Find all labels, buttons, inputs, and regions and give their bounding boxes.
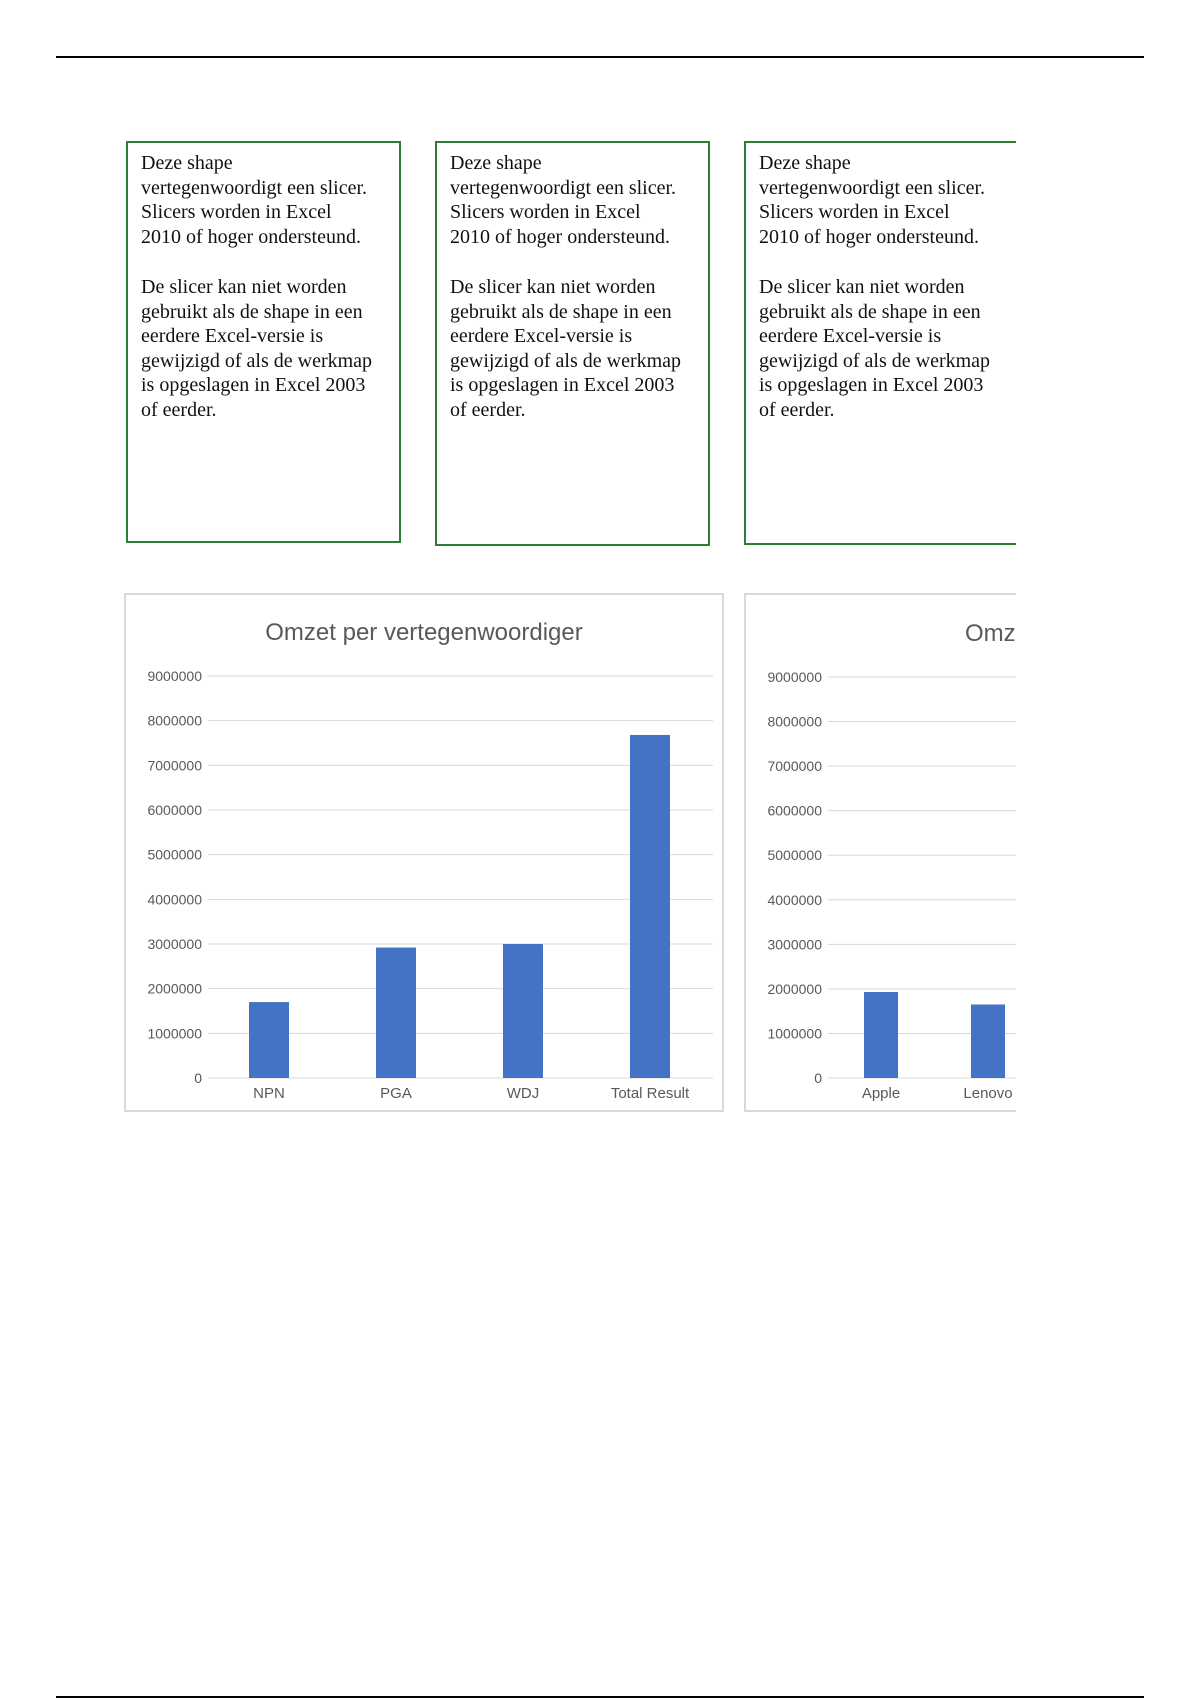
y-tick-label: 0 <box>194 1070 202 1086</box>
y-tick-label: 4000000 <box>147 891 202 908</box>
bar-pga <box>376 948 416 1078</box>
y-tick-label: 5000000 <box>767 847 822 864</box>
y-tick-label: 9000000 <box>767 669 822 685</box>
slicer-warning-text: De slicer kan niet worden gebruikt als de shape in een eerdere Excel-versie is gewijzigd of als de werkmap is opgeslagen in Excel 2003 of eerder. <box>450 276 682 421</box>
y-tick-label: 8000000 <box>147 712 202 729</box>
chart-title: Omzet per vertegenwoordiger <box>265 619 583 646</box>
bar-npn <box>249 1002 289 1078</box>
slicer-info-text: Deze shape vertegenwoordigt een slicer. Slicers worden in Excel 2010 of hoger ondersteund. <box>450 152 677 248</box>
chart-sales-per-brand[interactable] <box>744 593 1016 1112</box>
bar-total-result <box>630 735 670 1078</box>
y-tick-label: 5000000 <box>147 846 202 863</box>
y-tick-label: 7000000 <box>147 757 202 774</box>
y-tick-label: 6000000 <box>767 802 822 819</box>
x-category-label: Apple <box>861 1085 901 1102</box>
y-tick-label: 7000000 <box>767 758 822 775</box>
y-tick-label: 2000000 <box>147 980 202 997</box>
bar-lenovo <box>971 1004 1005 1078</box>
chart-sales-per-rep[interactable] <box>124 593 724 1112</box>
y-tick-label: 8000000 <box>767 713 822 730</box>
chart-sales-per-rep-svg <box>126 595 726 1114</box>
slicer-placeholder-2[interactable] <box>435 141 710 546</box>
y-tick-label: 2000000 <box>767 980 822 997</box>
bar-wdj <box>503 944 543 1078</box>
x-category-label: NPN <box>253 1085 285 1102</box>
y-tick-label: 3000000 <box>147 936 202 952</box>
slicer-placeholder-3[interactable] <box>744 141 1016 545</box>
y-tick-label: 1000000 <box>147 1025 202 1042</box>
slicer-info-text: Deze shape vertegenwoordigt een slicer. Slicers worden in Excel 2010 of hoger ondersteund. <box>141 152 368 248</box>
y-tick-label: 6000000 <box>147 802 202 818</box>
y-tick-label: 4000000 <box>767 891 822 908</box>
x-category-label: PGA <box>380 1085 412 1102</box>
x-category-label: WDJ <box>506 1085 540 1102</box>
y-tick-label: 9000000 <box>147 668 202 684</box>
bar-apple <box>864 992 898 1078</box>
y-tick-label: 3000000 <box>767 936 822 953</box>
x-category-label: Total Result <box>610 1085 690 1102</box>
y-tick-label: 1000000 <box>767 1025 822 1042</box>
x-category-label: Lenovo <box>963 1085 1013 1102</box>
slicer-info-text: Deze shape vertegenwoordigt een slicer. Slicers worden in Excel 2010 of hoger ondersteund. <box>759 152 986 248</box>
slicer-warning-text: De slicer kan niet worden gebruikt als de shape in een eerdere Excel-versie is gewijzigd of als de werkmap is opgeslagen in Excel 2003 of eerder. <box>141 276 373 421</box>
slicer-warning-text: De slicer kan niet worden gebruikt als de shape in een eerdere Excel-versie is gewijzigd of als de werkmap is opgeslagen in Excel 2003 of eerder. <box>759 276 991 421</box>
chart-sales-per-brand-svg <box>746 595 1016 1114</box>
footer-rule <box>56 1696 1144 1698</box>
chart-title: Omz <box>965 620 1016 647</box>
slicer-placeholder-1[interactable] <box>126 141 401 543</box>
y-tick-label: 0 <box>814 1070 822 1086</box>
